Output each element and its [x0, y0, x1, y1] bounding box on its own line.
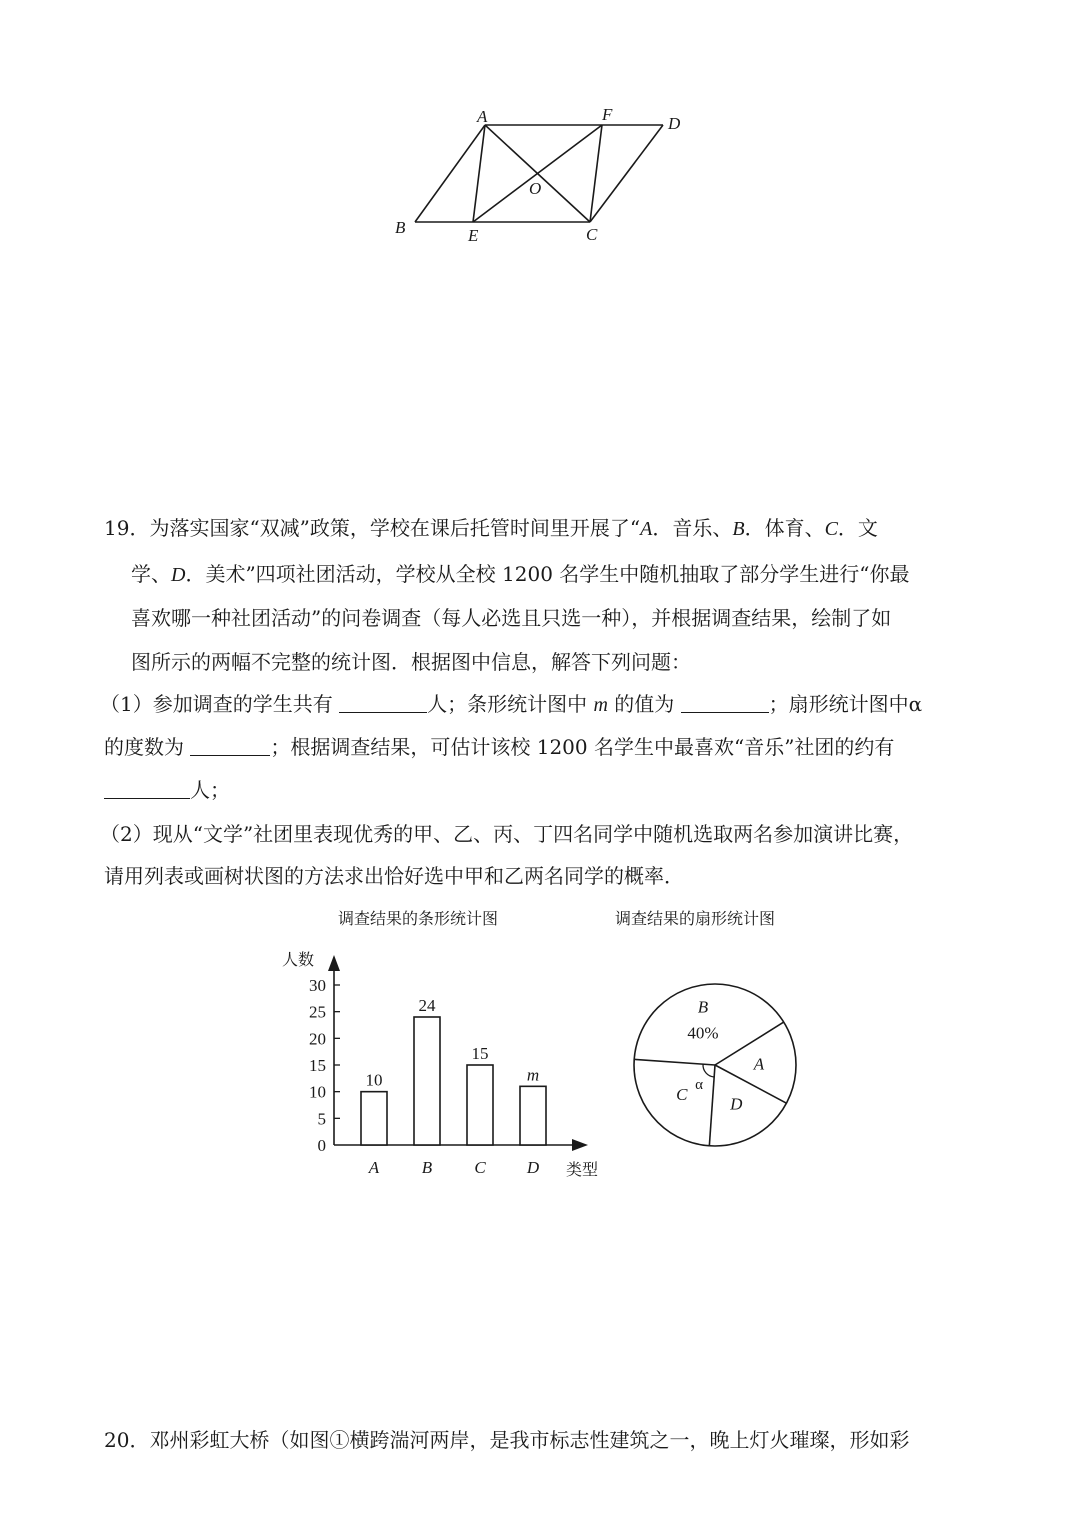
q19-part2-line2: 请用列表或画树状图的方法求出恰好选中甲和乙两名同学的概率．	[104, 864, 684, 888]
q19-line2: 学、D．美术”四项社团活动，学校从全校 1200 名学生中随机抽取了部分学生进行“你最	[131, 562, 910, 586]
answer-blank-music[interactable]	[104, 778, 190, 799]
label-O: O	[529, 179, 542, 198]
q19-number: 19．	[104, 516, 150, 540]
pie-label-D: D	[730, 1094, 743, 1114]
q19-part1-line1: （1）参加调查的学生共有 人；条形统计图中 m 的值为 ；扇形统计图中α	[100, 692, 923, 716]
label-C: C	[586, 225, 598, 244]
y-tick-label: 5	[317, 1109, 326, 1129]
q19-line4: 图所示的两幅不完整的统计图．根据图中信息，解答下列问题：	[131, 650, 691, 674]
label-B: B	[395, 218, 406, 237]
bar-A	[361, 1092, 387, 1145]
q19-line3: 喜欢哪一种社团活动”的问卷调查（每人必选且只选一种），并根据调查结果，绘制了如	[131, 606, 892, 630]
q20-number: 20．	[104, 1428, 150, 1452]
y-tick-label: 10	[309, 1082, 326, 1102]
y-tick-label: 30	[309, 976, 326, 995]
bar-chart-title: 调查结果的条形统计图	[338, 909, 499, 928]
x-tick-label: C	[474, 1158, 486, 1177]
y-axis-arrow	[328, 955, 340, 971]
x-axis-label: 类型	[566, 1162, 599, 1179]
label-A: A	[477, 107, 488, 126]
angle-label: α	[695, 1077, 703, 1093]
pie-percent-label: 40%	[687, 1023, 719, 1043]
answer-blank-total[interactable]	[339, 692, 427, 713]
q19-part1-line3: 人；	[104, 776, 230, 804]
q20-line1: 20．邓州彩虹大桥（如图①横跨湍河两岸，是我市标志性建筑之一，晚上灯火璀璨，形如彩	[104, 1428, 910, 1452]
segment-EF	[473, 125, 602, 222]
parallelogram-figure	[380, 100, 700, 250]
bar-C	[467, 1065, 493, 1145]
pie-chart-title: 调查结果的扇形统计图	[615, 909, 776, 928]
q19-part2-line1: （2）现从“文学”社团里表现优秀的甲、乙、丙、丁四名同学中随机选取两名参加演讲比赛，	[100, 822, 914, 846]
bar-chart	[270, 940, 620, 1180]
bar-B	[414, 1017, 440, 1145]
answer-blank-alpha[interactable]	[190, 735, 270, 756]
y-tick-label: 0	[317, 1136, 326, 1155]
pie-label-C: C	[676, 1084, 688, 1104]
bar-D	[520, 1086, 546, 1145]
y-tick-label: 20	[309, 1029, 326, 1049]
bar-value-label: m	[526, 1065, 540, 1085]
q19-part1-line2: 的度数为 ；根据调查结果，可估计该校 1200 名学生中最喜欢“音乐”社团的约有	[104, 735, 895, 759]
y-axis-label: 人数	[282, 952, 315, 969]
label-F: F	[602, 105, 613, 124]
y-tick-label: 25	[309, 1002, 326, 1022]
bar-value-label: 24	[418, 996, 436, 1015]
x-axis-arrow	[572, 1139, 588, 1151]
answer-blank-m[interactable]	[681, 692, 769, 713]
label-E: E	[468, 226, 479, 245]
bar-value-label: 15	[471, 1044, 489, 1063]
pie-label-B: B	[697, 997, 709, 1017]
q19-line1: 19．为落实国家“双减”政策，学校在课后托管时间里开展了“A．音乐、B．体育、C．文	[104, 516, 878, 540]
pie-label-A: A	[753, 1054, 765, 1074]
x-tick-label: B	[421, 1158, 433, 1177]
pie-chart	[620, 970, 810, 1160]
y-tick-label: 15	[309, 1056, 326, 1075]
bar-value-label: 10	[365, 1070, 383, 1090]
label-D: D	[668, 114, 681, 133]
x-tick-label: A	[368, 1158, 380, 1177]
x-tick-label: D	[526, 1158, 540, 1177]
